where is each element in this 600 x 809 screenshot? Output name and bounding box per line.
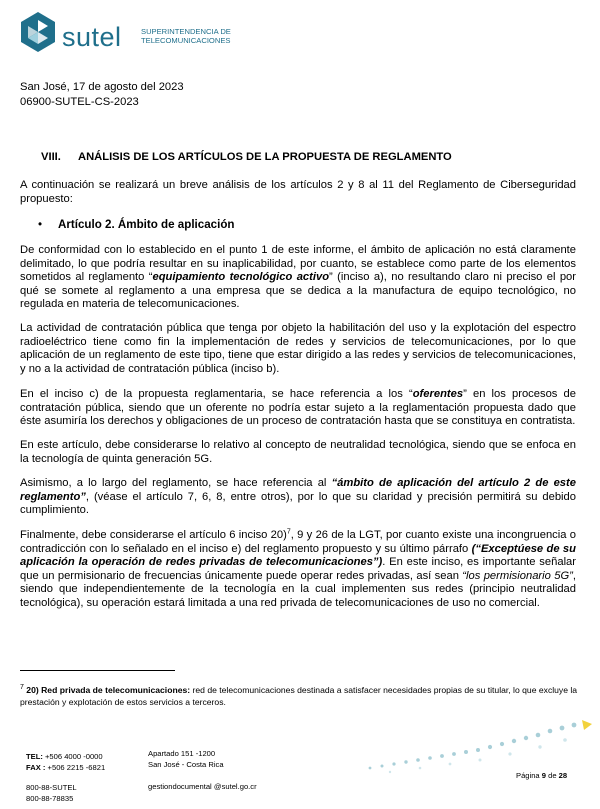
page-current: 9 — [541, 771, 546, 780]
apartado: Apartado 151 -1200 — [148, 749, 216, 758]
footer-phones — [26, 783, 77, 804]
footer-contact — [26, 752, 105, 773]
p1-text-b: ” (inciso a), no resultando claro ni preciso el por qué se somete al reglamento a una empresa que se dedica a la manufactura de equipo tecnológico, no regulada en materia de telecomunicaciones. — [20, 271, 576, 311]
p5-text-b: , (véase el artículo 7, 6, 8, entre otros), por lo que su claridad y precisión permitirá su debido cumplimiento. — [20, 490, 576, 517]
fax-value: +506 2215 -6821 — [45, 762, 106, 772]
footnote-divider — [20, 670, 175, 671]
page-of: de — [546, 771, 559, 780]
sutel-emblem-icon — [16, 10, 60, 54]
tel-value: +506 4000 -0000 — [42, 752, 103, 761]
page-total: 28 — [558, 771, 568, 780]
section-heading — [41, 151, 452, 163]
bullet-symbol: • — [38, 218, 43, 231]
footnote-label: 20) Red privada de telecomunicaciones: — [26, 685, 191, 695]
footnote-mark: 7 — [20, 684, 24, 692]
logo-subtitle — [141, 27, 251, 45]
p6-text-a: Finalmente, debe considerarse el artículo 6 inciso 20) — [20, 529, 287, 541]
bullet-text: Artículo 2. Ámbito de aplicación — [58, 218, 235, 231]
phone-2: 800-88-78835 — [26, 793, 74, 803]
logo-sub-line-2: TELECOMUNICACIONES — [141, 36, 231, 45]
reference-line: 06900-SUTEL-CS-2023 — [20, 95, 139, 108]
p6-emphasis-2: “los permisionario 5G” — [462, 569, 573, 582]
bullet-item — [38, 218, 235, 231]
paragraph-2: La actividad de contratación pública que tenga por objeto la habilitación del uso y la explotación del espectro radioeléctrico tiene como fin la implementación de redes y servicios de telecomunicaciones, por lo que aplicación de un reglamento de este tipo, tiene que estar dirigido a las redes y servicios de telecomunicaciones, y no a la actividad de contratación pública (inciso b). — [20, 322, 576, 375]
footer-decoration-icon — [360, 716, 600, 776]
phone-1: 800-88-SUTEL — [26, 783, 77, 792]
logo-wordmark: sutel — [62, 22, 122, 52]
p5-text-a: Asimismo, a lo largo del reglamento, se hace referencia al — [20, 477, 332, 489]
p3-text-b: ” en los procesos de contratación pública, siendo que un oferente no podría estar sujeto a la reglamentación propuesta dado que éste asumiría los derechos y obligaciones de un proceso de contratación hasta que se constituya en contratista. — [20, 388, 576, 428]
section-title: ANÁLISIS DE LOS ARTÍCULOS DE LA PROPUESTA DE REGLAMENTO — [78, 151, 452, 163]
fax-label: FAX : — [26, 762, 46, 772]
footer-address — [148, 749, 224, 770]
tel-label: TEL: — [26, 752, 43, 761]
footnote — [20, 684, 580, 709]
paragraph-6 — [20, 529, 576, 611]
p1-emphasis: equipamiento tecnológico activo — [152, 271, 330, 284]
p1-text-a: De conformidad con lo establecido en el punto 1 de este informe, el ámbito de aplicación no está claramente delimitado, lo que podría resultar en su inaplicabilidad, por cuanto, se establece como parte de los elementos sometidos al reglamento “ — [20, 244, 576, 284]
page-number — [516, 771, 567, 780]
document-meta — [20, 80, 184, 109]
date-line: San José, 17 de agosto del 2023 — [20, 81, 184, 93]
p6-emphasis-1: (“Exceptúese de su aplicación la operación de redes privadas de telecomunicaciones”) — [20, 542, 576, 569]
p6-text-b: , 9 y 26 de la LGT, por cuanto existe una incongruencia o contradicción con lo señalado en el inciso e) del reglamento propuesto y su último párrafo — [20, 529, 576, 555]
footer-email[interactable]: gestiondocumental @sutel.go.cr — [148, 782, 257, 791]
footnote-text: red de telecomunicaciones destinada a satisfacer necesidades propias de su titular, lo que excluye la prestación y explotación de estos servicios a terceros. — [20, 685, 578, 708]
paragraph-4: En este artículo, debe considerarse lo relativo al concepto de neutralidad tecnológica, siendo que se enfoca en la tecnología de quinta generación 5G. — [20, 439, 576, 465]
paragraph-1 — [20, 244, 576, 312]
paragraph-3 — [20, 388, 576, 429]
p3-emphasis: oferentes — [412, 388, 464, 400]
p5-emphasis: “ámbito de aplicación del artículo 2 de este reglamento” — [20, 477, 576, 503]
p3-text-a: En el inciso c) de la propuesta reglamentaria, se hace referencia a los “ — [20, 388, 413, 400]
intro-paragraph: A continuación se realizará un breve análisis de los artículos 2 y 8 al 11 del Reglamento de Ciberseguridad propuesto: — [20, 179, 576, 205]
city: San José - Costa Rica — [148, 759, 224, 769]
p6-text-d: , siendo que independientemente de la tecnología en la cual implementen sus redes (principio neutralidad tecnológica), su operación estará limitada a una red privada de telecomunicaciones de uso no comercial. — [20, 569, 576, 609]
footnote-ref[interactable]: 7 — [286, 528, 291, 536]
logo-sub-line-1: SUPERINTENDENCIA DE — [141, 27, 231, 36]
page-label: Página — [516, 771, 542, 780]
paragraph-5 — [20, 477, 576, 518]
section-number: VIII. — [41, 151, 61, 163]
p6-text-c: . En este inciso, es importante señalar que un permisionario de frecuencias únicamente puede operar redes privadas, así sean — [20, 556, 576, 582]
